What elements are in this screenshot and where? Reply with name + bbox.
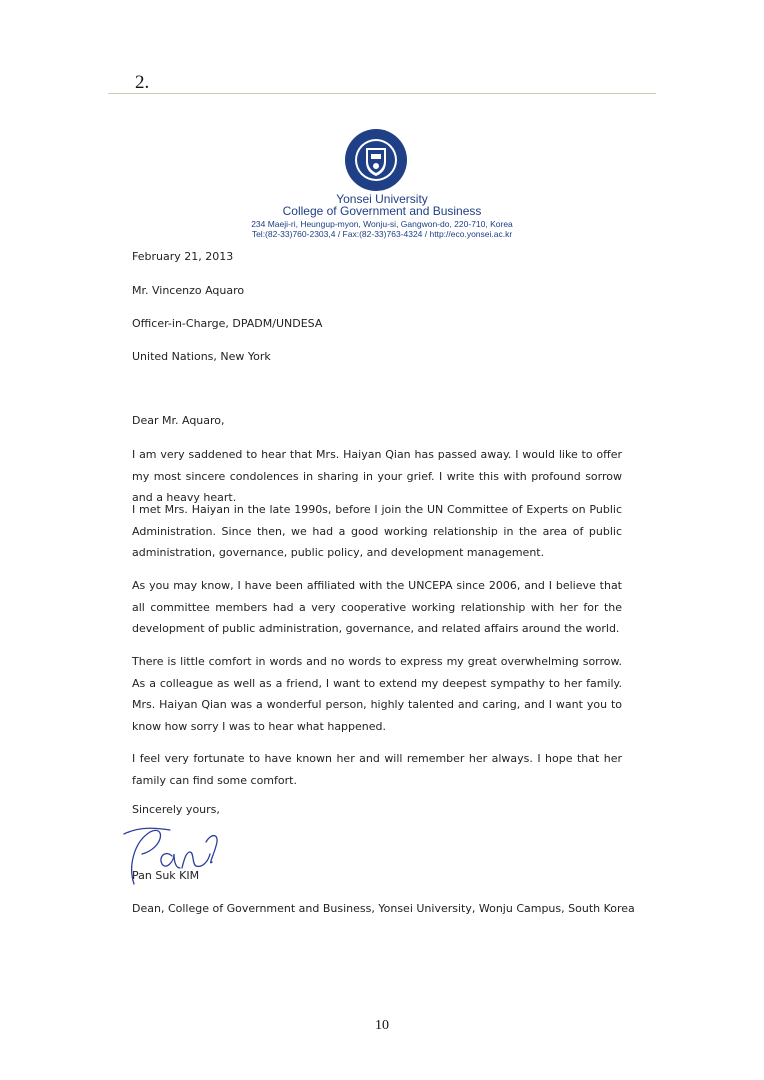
paragraph-remembrance: I feel very fortunate to have known her and will remember her always. I hope that her family can find some comfort. xyxy=(132,752,622,787)
institution-name: Yonsei University xyxy=(336,192,428,206)
paragraph-affiliation: As you may know, I have been affiliated with the UNCEPA since 2006, and I believe that all committee members had a very cooperative working relationship with her for the development of public administration, governance, and related affairs around the world. xyxy=(132,579,622,635)
signer-name: Pan Suk KIM xyxy=(132,869,200,882)
paragraph-acquaintance: I met Mrs. Haiyan in the late 1990s, before I join the UN Committee of Experts on Public Administration. Since then, we had a good working relationship in the area of public administration, governance, public policy, and development management. xyxy=(132,503,622,559)
institution-contact: Tel:(82-33)760-2303,4 / Fax:(82-33)763-4324 / http://eco.yonsei.ac.kr xyxy=(251,229,513,239)
recipient-location: United Nations, New York xyxy=(132,350,271,363)
institution-address: 234 Maeji-ri, Heungup-myon, Wonju-si, Gangwon-do, 220-710, Korea xyxy=(251,219,513,229)
paragraph-condolence: I am very saddened to hear that Mrs. Haiyan Qian has passed away. I would like to offer my most sincere condolences in sharing in your grief. I write this with profound sorrow and a heavy heart. xyxy=(132,448,622,504)
letter-date: February 21, 2013 xyxy=(132,250,234,263)
closing: Sincerely yours, xyxy=(132,803,220,816)
section-number: 2. xyxy=(135,72,150,93)
university-seal-logo xyxy=(344,128,408,192)
paragraph-sympathy: There is little comfort in words and no words to express my great overwhelming sorrow. As a colleague as well as a friend, I want to extend my deepest sympathy to her family. Mrs. Haiyan Qian was a wonderful person, highly talented and caring, and I want you to know how sorry I was to hear what happened. xyxy=(132,655,622,733)
signer-title: Dean, College of Government and Business, Yonsei University, Wonju Campus, South Korea xyxy=(132,902,635,915)
page-number: 10 xyxy=(375,1018,389,1033)
college-name: College of Government and Business xyxy=(282,204,482,218)
header-rule xyxy=(108,93,656,94)
recipient-name: Mr. Vincenzo Aquaro xyxy=(132,284,245,297)
salutation: Dear Mr. Aquaro, xyxy=(132,414,225,427)
recipient-title: Officer-in-Charge, DPADM/UNDESA xyxy=(132,317,323,330)
